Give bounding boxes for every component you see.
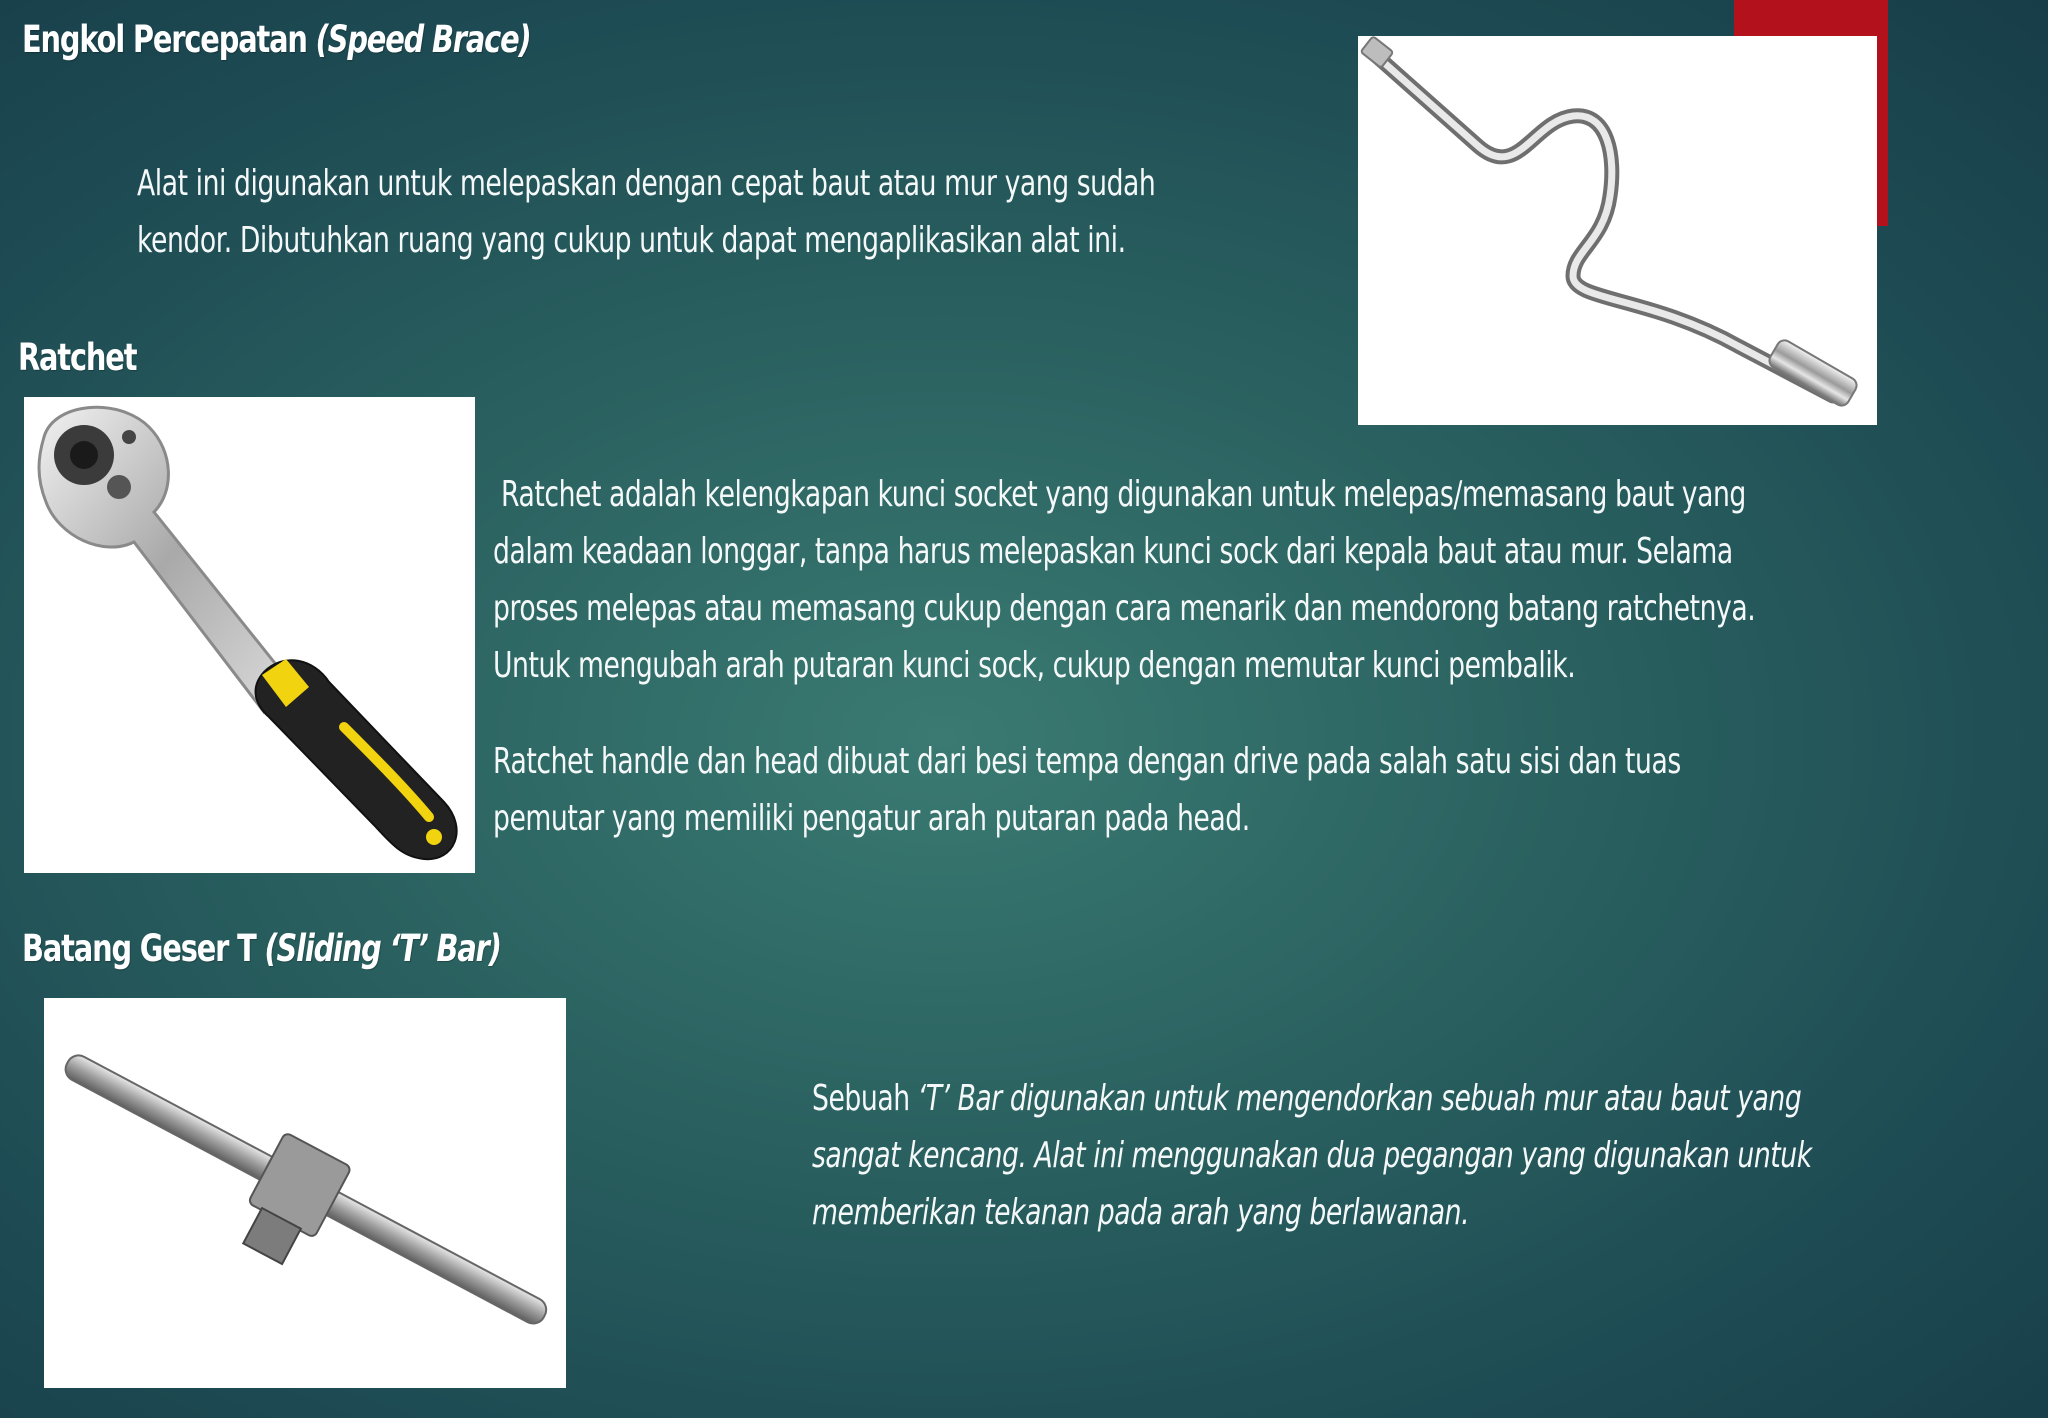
speed-brace-image — [1358, 36, 1877, 425]
ratchet-para2-line-1: Ratchet handle dan head dibuat dari besi tempa dengan drive pada salah satu sisi dan tuas — [493, 741, 1681, 782]
t-bar-image — [44, 998, 566, 1388]
t-bar-line-1: Sebuah ‘T’ Bar digunakan untuk mengendorkan sebuah mur atau baut yang — [812, 1078, 1802, 1119]
ratchet-para1-line-4: Untuk mengubah arah putaran kunci sock, cukup dengan memutar kunci pembalik. — [493, 645, 1576, 686]
speed-brace-icon — [1358, 36, 1877, 425]
t-bar-line-3: memberikan tekanan pada arah yang berlawanan. — [812, 1192, 1470, 1233]
ratchet-heading: Ratchet — [18, 336, 137, 379]
t-bar-description — [812, 1070, 1812, 1241]
speed-brace-description — [137, 155, 1155, 269]
ratchet-wrench-icon — [24, 397, 475, 873]
ratchet-para1-line-3: proses melepas atau memasang cukup dengan cara menarik dan mendorong batang ratchetnya. — [493, 588, 1756, 629]
ratchet-para1-line-1: Ratchet adalah kelengkapan kunci socket yang digunakan untuk melepas/memasang baut yang — [493, 474, 1746, 515]
ratchet-image — [24, 397, 475, 873]
ratchet-description-2 — [493, 733, 1681, 847]
t-bar-heading: Batang Geser T (Sliding ‘T’ Bar) — [22, 927, 501, 970]
ratchet-para2-line-2: pemutar yang memiliki pengatur arah putaran pada head. — [493, 798, 1250, 839]
speed-brace-heading: Engkol Percepatan (Speed Brace) — [22, 18, 531, 61]
ratchet-description — [493, 466, 1755, 694]
sliding-t-bar-icon — [44, 998, 566, 1388]
t-bar-line-2: sangat kencang. Alat ini menggunakan dua pegangan yang digunakan untuk — [812, 1135, 1812, 1176]
ratchet-para1-line-2: dalam keadaan longgar, tanpa harus melepaskan kunci sock dari kepala baut atau mur. Selama — [493, 531, 1733, 572]
speed-brace-line-2: kendor. Dibutuhkan ruang yang cukup untuk dapat mengaplikasikan alat ini. — [137, 220, 1126, 261]
speed-brace-line-1: Alat ini digunakan untuk melepaskan dengan cepat baut atau mur yang sudah — [137, 163, 1156, 204]
